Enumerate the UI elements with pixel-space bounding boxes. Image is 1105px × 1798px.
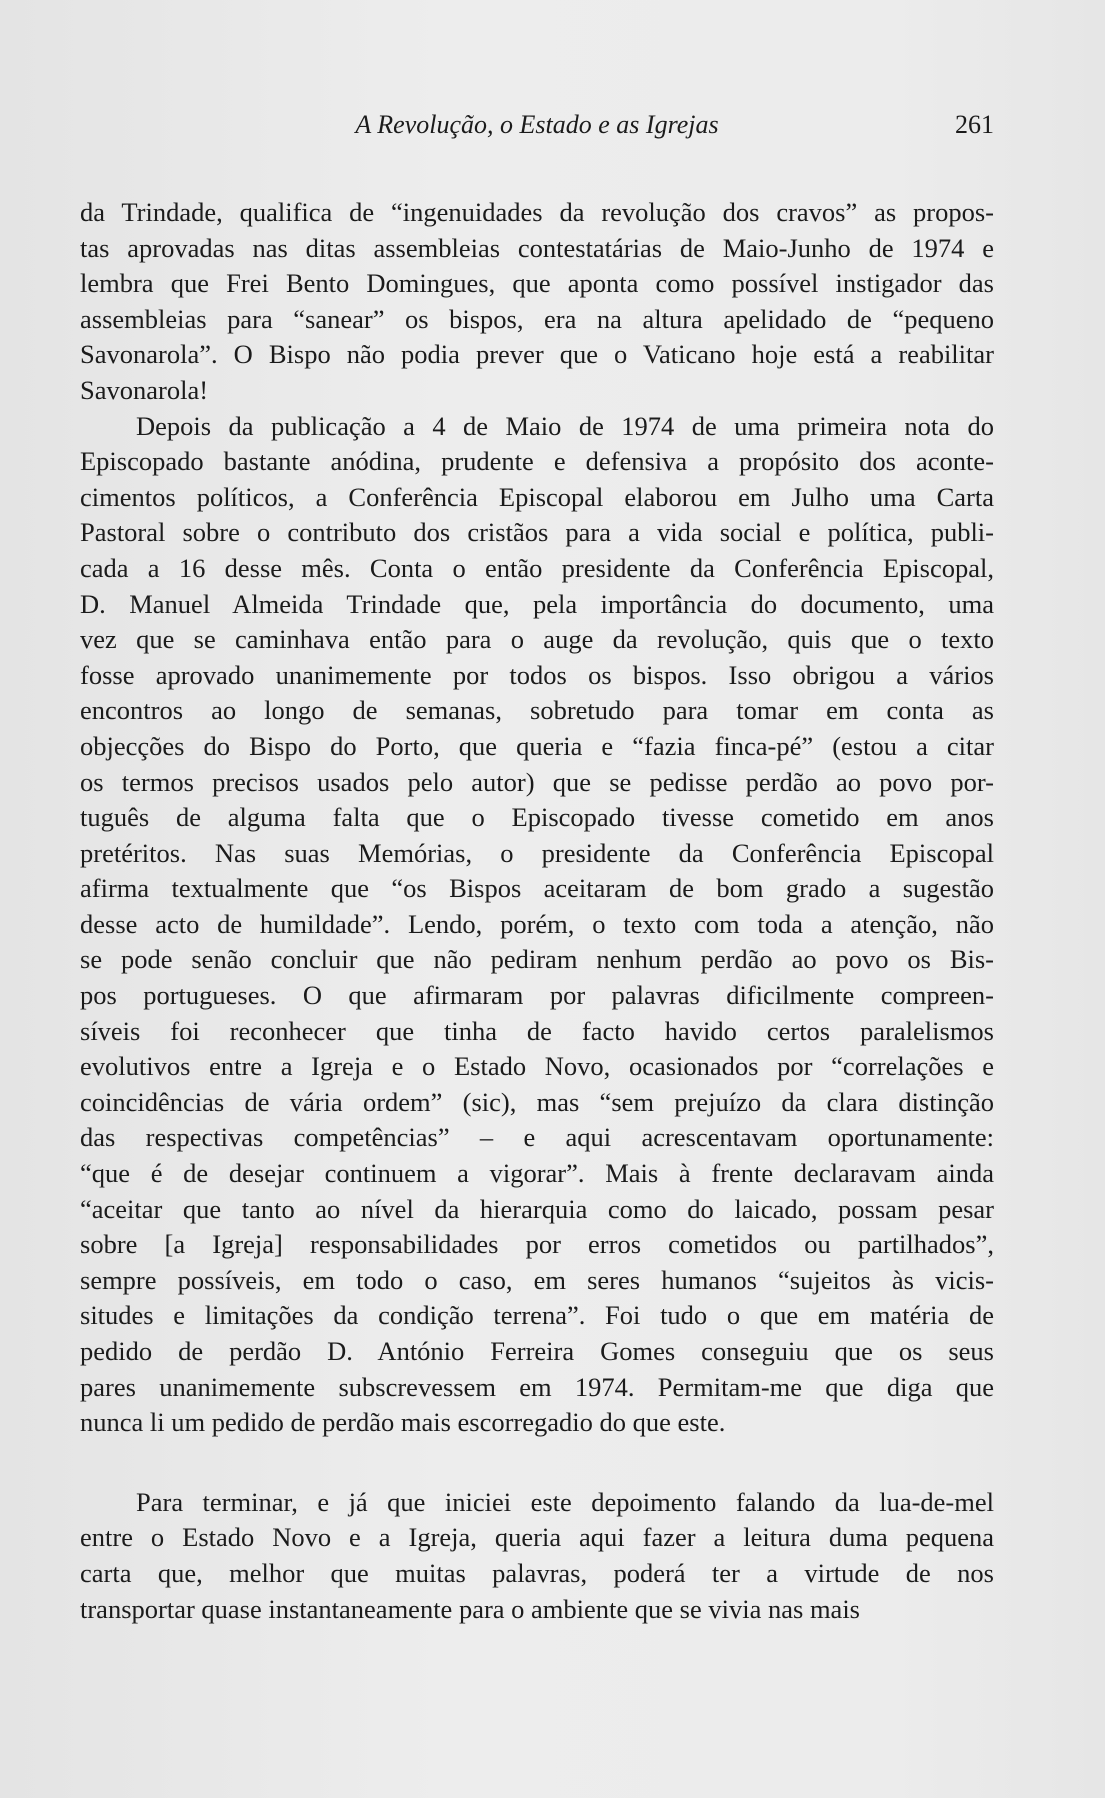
text-line: fosse aprovado unanimemente por todos os bispos. Isso obrigou a vários [80, 659, 994, 690]
paragraph [80, 1485, 994, 1627]
text-line: encontros ao longo de semanas, sobretudo para tomar em conta as [80, 695, 994, 726]
text-line: os termos precisos usados pelo autor) que se pedisse perdão ao povo por- [80, 766, 994, 797]
text-line: entre o Estado Novo e a Igreja, queria aqui fazer a leitura duma pequena [80, 1522, 994, 1553]
text-line: sempre possíveis, em todo o caso, em seres humanos “sujeitos às vicis- [80, 1264, 994, 1295]
text-line: tuguês de alguma falta que o Episcopado tivesse cometido em anos [80, 802, 994, 833]
text-line: Pastoral sobre o contributo dos cristãos para a vida social e política, publi- [80, 517, 994, 548]
text-line: transportar quase instantaneamente para o ambiente que se vivia nas mais [80, 1593, 860, 1624]
text-line: Savonarola! [80, 374, 209, 405]
text-line: nunca li um pedido de perdão mais escorregadio do que este. [80, 1407, 726, 1438]
text-line: “aceitar que tanto ao nível da hierarquia como do laicado, possam pesar [80, 1193, 994, 1224]
text-line: objecções do Bispo do Porto, que queria e “fazia finca-pé” (estou a citar [80, 730, 994, 761]
text-line: situdes e limitações da condição terrena”. Foi tudo o que em matéria de [80, 1300, 994, 1331]
text-line: Para terminar, e já que iniciei este depoimento falando da lua-de-mel [136, 1486, 994, 1517]
text-line: pos portugueses. O que afirmaram por palavras dificilmente compreen- [80, 980, 994, 1011]
page-header [80, 110, 994, 150]
body-text [80, 195, 994, 1627]
text-line: pretéritos. Nas suas Memórias, o presidente da Conferência Episcopal [80, 837, 994, 868]
text-line: vez que se caminhava então para o auge da revolução, quis que o texto [80, 624, 994, 655]
text-line: lembra que Frei Bento Domingues, que aponta como possível instigador das [80, 268, 994, 299]
paragraph [80, 195, 994, 409]
text-line: D. Manuel Almeida Trindade que, pela importância do documento, uma [80, 588, 994, 619]
text-line: coincidências de vária ordem” (sic), mas “sem prejuízo da clara distinção [80, 1086, 994, 1117]
text-line: das respectivas competências” – e aqui acrescentavam oportunamente: [80, 1122, 994, 1153]
text-line: afirma textualmente que “os Bispos aceitaram de bom grado a sugestão [80, 873, 994, 904]
text-line: síveis foi reconhecer que tinha de facto havido certos paralelismos [80, 1015, 994, 1046]
text-line: Depois da publicação a 4 de Maio de 1974 de uma primeira nota do [136, 410, 994, 441]
paragraph [80, 409, 994, 1441]
text-line: Episcopado bastante anódina, prudente e defensiva a propósito dos aconte- [80, 446, 994, 477]
page-number: 261 [955, 110, 994, 139]
text-line: cada a 16 desse mês. Conta o então presidente da Conferência Episcopal, [80, 552, 994, 583]
text-line: sobre [a Igreja] responsabilidades por erros cometidos ou partilhados”, [80, 1229, 994, 1260]
text-line: da Trindade, qualifica de “ingenuidades da revolução dos cravos” as propos- [80, 197, 994, 227]
text-line: “que é de desejar continuem a vigorar”. Mais à frente declaravam ainda [80, 1158, 994, 1189]
text-line: carta que, melhor que muitas palavras, poderá ter a virtude de nos [80, 1557, 994, 1588]
text-line: Savonarola”. O Bispo não podia prever que o Vaticano hoje está a reabilitar [80, 339, 994, 370]
text-line: assembleias para “sanear” os bispos, era na altura apelidado de “pequeno [80, 303, 994, 334]
text-line: cimentos políticos, a Conferência Episcopal elaborou em Julho uma Carta [80, 481, 994, 512]
text-line: evolutivos entre a Igreja e o Estado Novo, ocasionados por “correlações e [80, 1051, 994, 1082]
running-title: A Revolução, o Estado e as Igrejas [355, 110, 719, 139]
text-line: tas aprovadas nas ditas assembleias contestatárias de Maio-Junho de 1974 e [80, 232, 994, 263]
text-line: pedido de perdão D. António Ferreira Gomes conseguiu que os seus [80, 1336, 994, 1366]
paragraph-gap [80, 1441, 994, 1485]
text-line: desse acto de humildade”. Lendo, porém, o texto com toda a atenção, não [80, 908, 994, 939]
text-line: se pode senão concluir que não pediram nenhum perdão ao povo os Bis- [80, 944, 994, 975]
text-line: pares unanimemente subscrevessem em 1974. Permitam-me que diga que [80, 1371, 994, 1402]
